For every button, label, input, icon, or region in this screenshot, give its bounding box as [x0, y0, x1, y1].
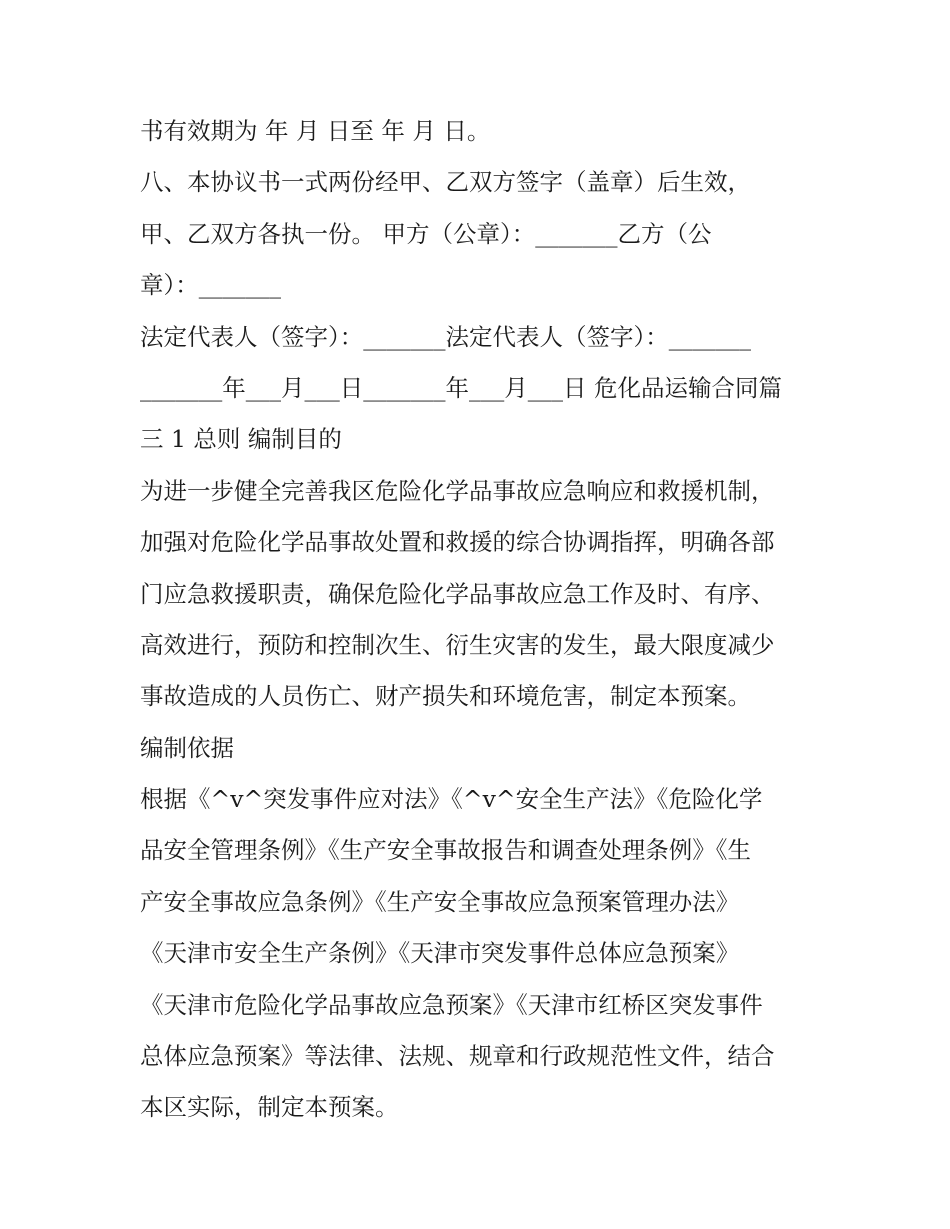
- text-line: 加强对危险化学品事故处置和救援的综合协调指挥，明确各部: [140, 528, 775, 557]
- text-line: 八、本协议书一式两份经甲、乙双方签字（盖章）后生效，: [140, 168, 751, 197]
- text-line: 章）：_______: [140, 271, 281, 300]
- section-heading: 三 1 总则 编制目的: [140, 425, 342, 454]
- text-line: _______年___月___日_______年___月___日 危化品运输合同篇: [140, 373, 782, 402]
- text-line: 本区实际，制定本预案。: [140, 1093, 399, 1122]
- text-line: 门应急救援职责，确保危险化学品事故应急工作及时、有序、: [140, 579, 775, 608]
- text-line: 高效进行，预防和控制次生、衍生灾害的发生，最大限度减少: [140, 630, 775, 659]
- text-line: 《天津市安全生产条例》《天津市突发事件总体应急预案》: [140, 939, 740, 968]
- section-heading: 编制依据: [140, 733, 234, 762]
- text-line: 事故造成的人员伤亡、财产损失和环境危害，制定本预案。: [140, 682, 751, 711]
- text-line: 品安全管理条例》《生产安全事故报告和调查处理条例》《生: [140, 836, 751, 865]
- text-line: 书有效期为 年 月 日至 年 月 日。: [140, 117, 491, 145]
- text-line: 法定代表人（签字）：_______法定代表人（签字）：_______: [140, 322, 751, 351]
- text-line: 总体应急预案》等法律、法规、规章和行政规范性文件，结合: [140, 1042, 775, 1071]
- text-line: 根据《^v^突发事件应对法》《^v^安全生产法》《危险化学: [140, 785, 763, 814]
- text-line: 甲、乙双方各执一份。 甲方（公章）：_______乙方（公: [140, 219, 712, 248]
- text-line: 产安全事故应急条例》《生产安全事故应急预案管理办法》: [140, 887, 740, 916]
- text-line: 《天津市危险化学品事故应急预案》《天津市红桥区突发事件: [140, 990, 763, 1019]
- text-line: 为进一步健全完善我区危险化学品事故应急响应和救援机制，: [140, 476, 775, 505]
- document-body: [140, 106, 820, 1134]
